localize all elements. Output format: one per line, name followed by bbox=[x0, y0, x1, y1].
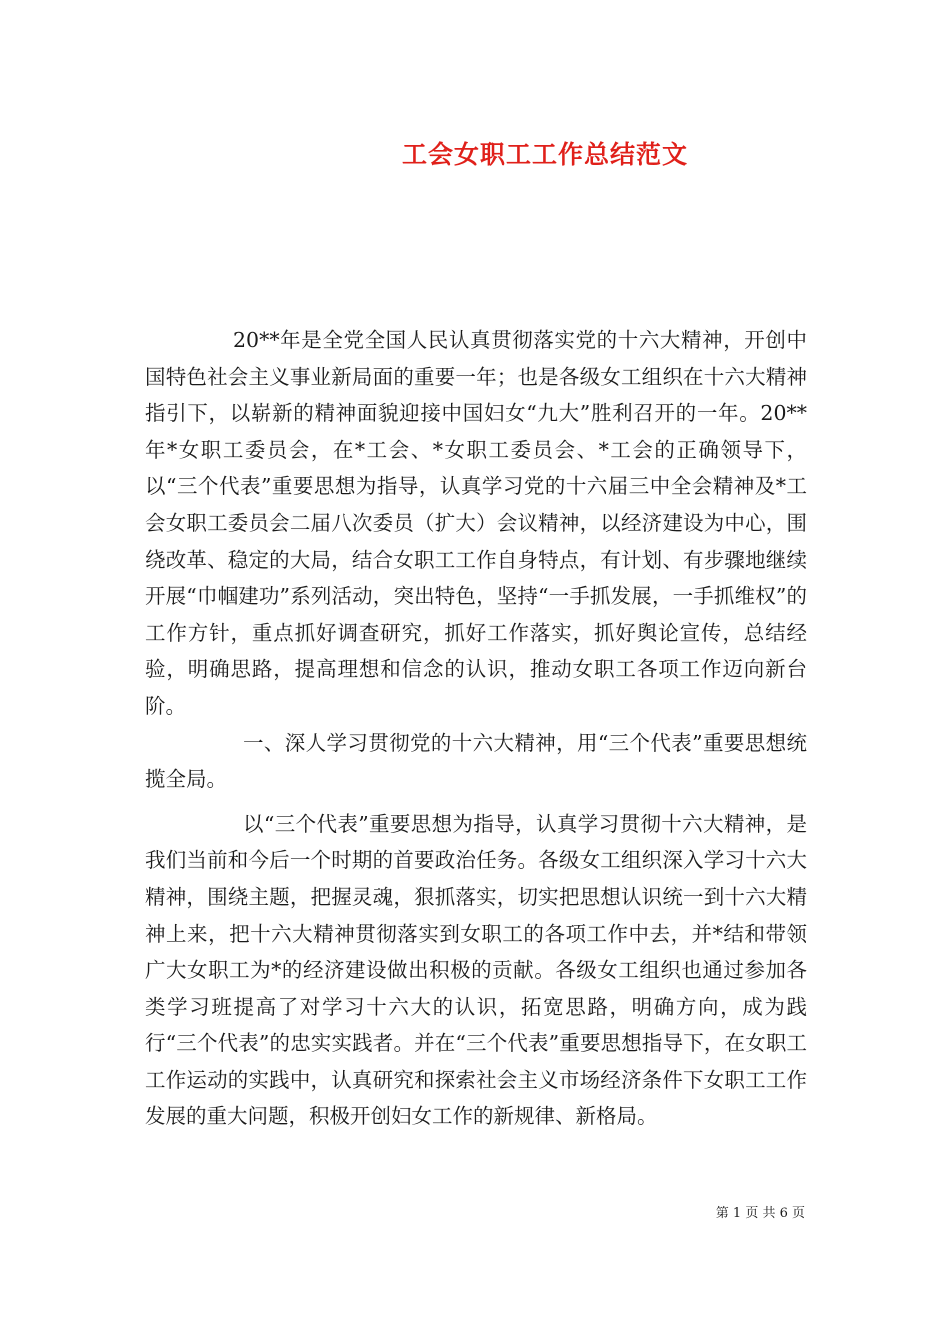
document-body bbox=[145, 322, 807, 1135]
page-number-footer: 第 1 页 共 6 页 bbox=[715, 1206, 805, 1221]
paragraph-intro: 20**年是全党全国人民认真贯彻落实党的十六大精神，开创中国特色社会主义事业新局面的重要一年；也是各级女工组织在十六大精神指引下，以崭新的精神面貌迎接中国妇女“九大”胜利召开的一年。20**年*女职工委员会，在*工会、*女职工委员会、*工会的正确领导下，以“三个代表”重要思想为指导，认真学习党的十六届三中全会精神及*工会女职工委员会二届八次委员（扩大）会议精神，以经济建设为中心，围绕改革、稳定的大局，结合女职工工作自身特点，有计划、有步骤地继续开展“巾帼建功”系列活动，突出特色，坚持“一手抓发展，一手抓维权”的工作方针，重点抓好调查研究，抓好工作落实，抓好舆论宣传，总结经验，明确思路，提高理想和信念的认识，推动女职工各项工作迈向新台阶。 bbox=[145, 328, 807, 718]
paragraph-section-1: 以“三个代表”重要思想为指导，认真学习贯彻十六大精神，是我们当前和今后一个时期的首要政治任务。各级女工组织深入学习十六大精神，围绕主题，把握灵魂，狠抓落实，切实把思想认识统一到十六大精神上来，把十六大精神贯彻落实到女职工的各项工作中去，并*结和带领广大女职工为*的经济建设做出积极的贡献。各级女工组织也通过参加各类学习班提高了对学习十六大的认识，拓宽思路，明确方向，成为践行“三个代表”的忠实实践者。并在“三个代表”重要思想指导下，在女职工工作运动的实践中，认真研究和探索社会主义市场经济条件下女职工工作发展的重大问题，积极开创妇女工作的新规律、新格局。 bbox=[145, 811, 807, 1129]
document-title: 工会女职工工作总结范文 bbox=[401, 140, 688, 169]
section-heading-1: 一、深人学习贯彻党的十六大精神，用“三个代表”重要思想统揽全局。 bbox=[145, 730, 807, 792]
